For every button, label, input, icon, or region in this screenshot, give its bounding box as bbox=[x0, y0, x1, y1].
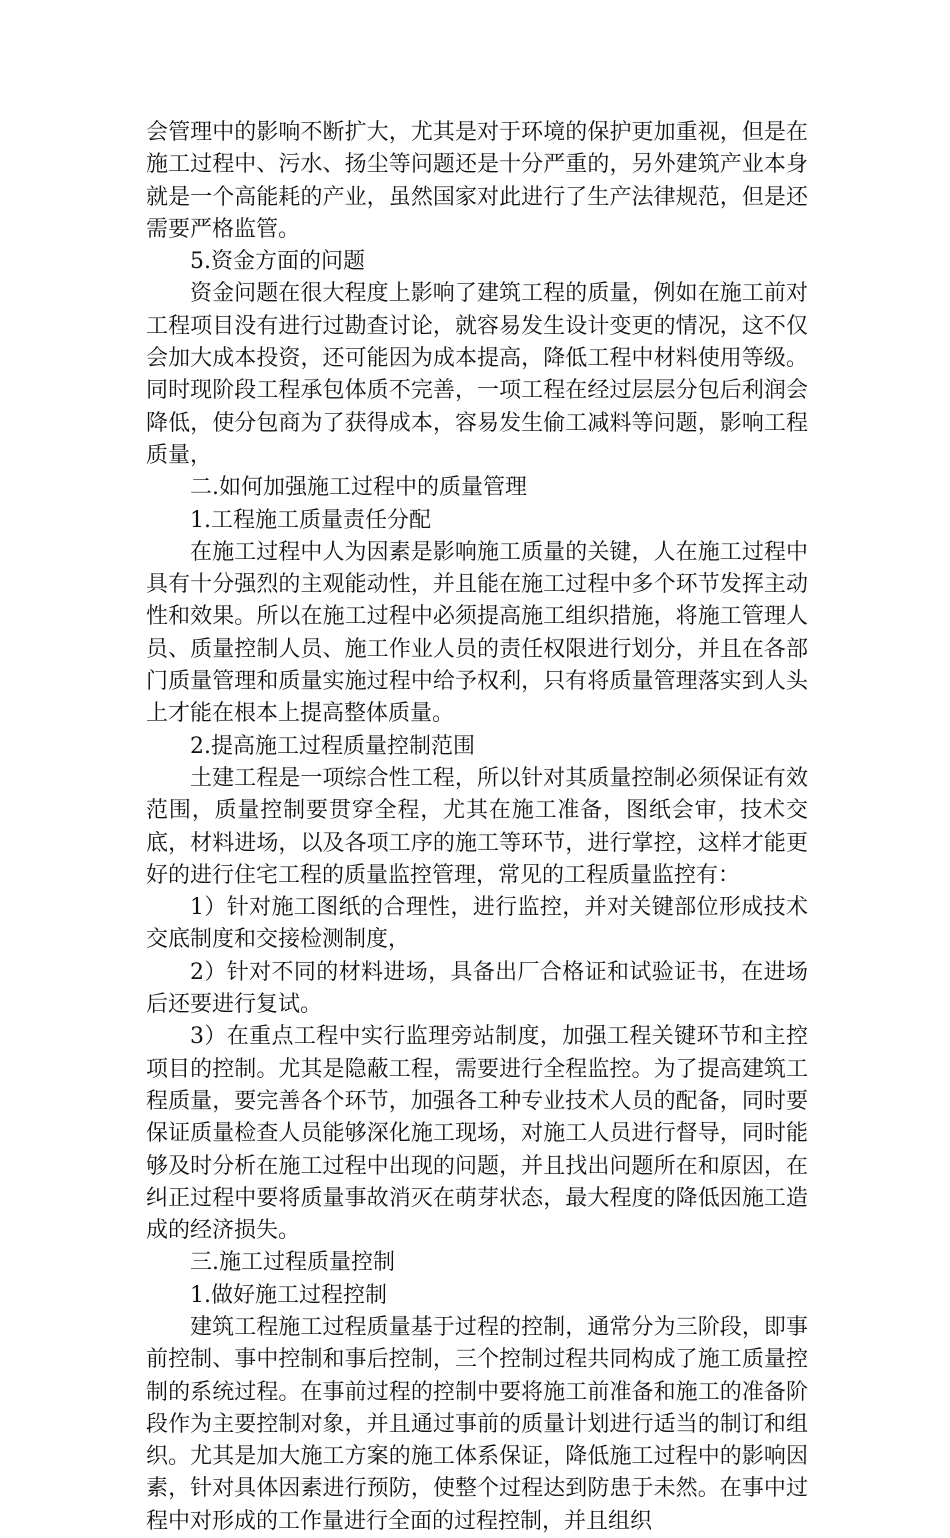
section-heading-2: 二.如何加强施工过程中的质量管理 bbox=[190, 475, 527, 501]
paragraph-1: 会管理中的影响不断扩大，尤其是对于环境的保护更加重视，但是在施工过程中、污水、扬尘等问题还是十分严重的，另外建筑产业本身就是一个高能耗的产业，虽然国家对此进行了生产法律规范，但是还需要严格监管。 bbox=[146, 120, 808, 242]
paragraph-8: 土建工程是一项综合性工程，所以针对其质量控制必须保证有效范围，质量控制要贯穿全程，尤其在施工准备，图纸会审，技术交底，材料进场，以及各项工序的施工等环节，进行掌控，这样才能更好的进行住宅工程的质量监控管理，常见的工程质量监控有： bbox=[146, 765, 808, 888]
list-item-2: 2）针对不同的材料进场，具备出厂合格证和试验证书，在进场后还要进行复试。 bbox=[146, 959, 808, 1018]
subheading-control-scope: 2.提高施工过程质量控制范围 bbox=[190, 733, 475, 759]
list-item-1: 1）针对施工图纸的合理性，进行监控，并对关键部位形成技术交底制度和交接检测制度， bbox=[146, 895, 808, 953]
subheading-responsibility: 1.工程施工质量责任分配 bbox=[190, 507, 431, 533]
paragraph-6: 在施工过程中人为因素是影响施工质量的关键，人在施工过程中具有十分强烈的主观能动性，并且能在施工过程中多个环节发挥主动性和效果。所以在施工过程中必须提高施工组织措施，将施工管理人员、质量控制人员、施工作业人员的责任权限进行划分，并且在各部门质量管理和质量实施过程中给予权利，只有将质量管理落实到人头上才能在根本上提高整体质量。 bbox=[146, 539, 808, 727]
subheading-process-control: 1.做好施工过程控制 bbox=[190, 1282, 387, 1308]
paragraph-14: 建筑工程施工过程质量基于过程的控制，通常分为三阶段，即事前控制、事中控制和事后控制，三个控制过程共同构成了施工质量控制的系统过程。在事前过程的控制中要将施工前准备和施工的准备阶段作为主要控制对象，并且通过事前的质量计划进行适当的制订和组织。尤其是加大施工方案的施工体系保证，降低施工过程中的影响因素，针对具体因素进行预防，使整个过程达到防患于未然。在事中过程中对形成的工作量进行全面的过程控制，并且组织 bbox=[146, 1314, 808, 1534]
list-item-3: 3）在重点工程中实行监理旁站制度，加强工程关键环节和主控项目的控制。尤其是隐蔽工程，需要进行全程监控。为了提高建筑工程质量，要完善各个环节，加强各工种专业技术人员的配备，同时要保证质量检查人员能够深化施工现场，对施工人员进行督导，同时能够及时分析在施工过程中出现的问题，并且找出问题所在和原因，在纠正过程中要将质量事故消灭在萌芽状态，最大程度的降低因施工造成的经济损失。 bbox=[146, 1024, 808, 1244]
document-body bbox=[146, 117, 808, 1538]
paragraph-3: 资金问题在很大程度上影响了建筑工程的质量，例如在施工前对工程项目没有进行过勘查讨论，就容易发生设计变更的情况，这不仅会加大成本投资，还可能因为成本提高，降低工程中材料使用等级。同时现阶段工程承包体质不完善，一项工程在经过层层分包后利润会降低，使分包商为了获得成本，容易发生偷工减料等问题，影响工程质量， bbox=[146, 281, 808, 468]
section-heading-3: 三.施工过程质量控制 bbox=[190, 1250, 395, 1276]
section-heading-funding: 5.资金方面的问题 bbox=[190, 249, 365, 275]
